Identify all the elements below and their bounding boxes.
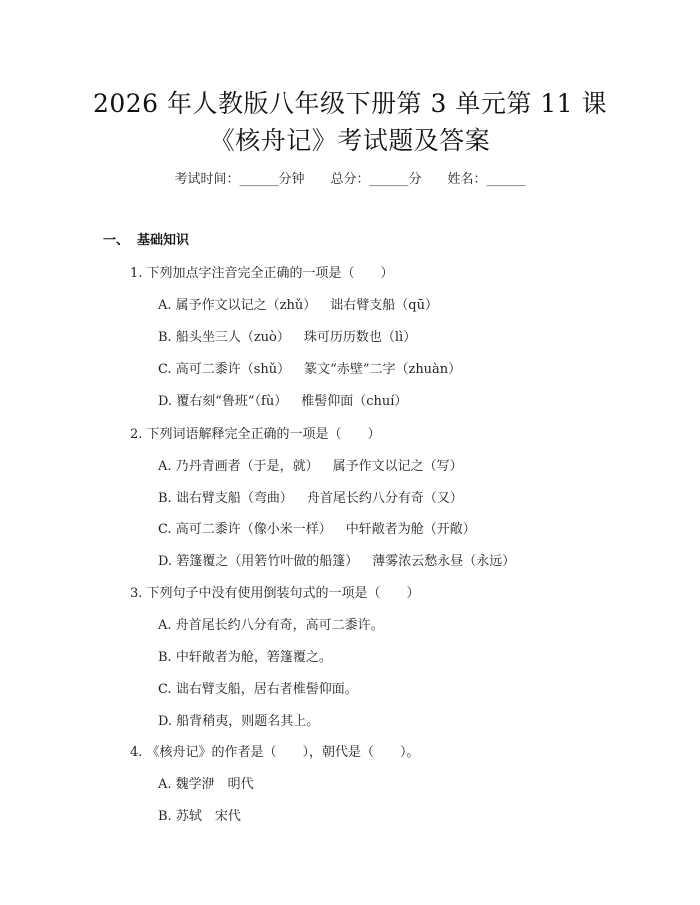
option-part: 中轩敞者为舱（开敞） [345, 522, 476, 537]
question-2-option-b [158, 487, 463, 506]
question-1-option-b [158, 326, 416, 345]
option-part: 椎髻仰面（chuí） [301, 394, 408, 409]
question-1-option-a [158, 294, 438, 313]
option-part: A. 乃丹青画者（于是，就） [158, 459, 319, 474]
question-3-option-d: D. 船背稍夷，则题名其上。 [158, 714, 320, 729]
name-field: 姓名：______ [447, 172, 526, 187]
exam-time-field: 考试时间：______分钟 [174, 172, 305, 187]
option-part: 诎右臂支船（qū） [330, 298, 438, 313]
page-title-line-1: 2026 年人教版八年级下册第 3 单元第 11 课 [92, 89, 608, 118]
option-part: C. 高可二黍许（像小米一样） [158, 522, 332, 537]
total-score-field: 总分：______分 [330, 172, 422, 187]
question-3: 3. 下列句子中没有使用倒装句式的一项是（ ） [130, 586, 420, 601]
option-part: B. 船头坐三人（zuò） [158, 330, 290, 345]
question-4-option-b: B. 苏轼 宋代 [158, 809, 241, 824]
option-part: A. 属予作文以记之（zhǔ） [158, 298, 317, 313]
question-2: 2. 下列词语解释完全正确的一项是（ ） [130, 427, 381, 442]
section-title: 基础知识 [137, 233, 190, 248]
option-part: 篆文“赤壁”二字（zhuàn） [304, 362, 462, 377]
section-number: 一、 [103, 233, 130, 248]
question-1-option-c [158, 358, 461, 377]
question-2-option-d [158, 550, 515, 569]
option-part: 珠可历历数也（lì） [303, 330, 417, 345]
option-part: D. 覆右刻“鲁班”（fù） [158, 394, 288, 409]
question-3-option-a: A. 舟首尾长约八分有奇，高可二黍许。 [158, 618, 384, 633]
option-part: B. 诎右臂支船（弯曲） [158, 491, 293, 506]
page-title-line-2: 《核舟记》考试题及答案 [209, 126, 491, 155]
option-part: 薄雾浓云愁永昼（永远） [372, 554, 516, 569]
question-3-option-b: B. 中轩敞者为舱，箬篷覆之。 [158, 650, 332, 665]
question-1: 1. 下列加点字注音完全正确的一项是（ ） [130, 266, 394, 281]
question-2-option-a [158, 455, 463, 474]
question-4: 4. 《核舟记》的作者是（ ），朝代是（ ）。 [130, 745, 420, 760]
question-1-option-d [158, 390, 407, 409]
option-part: C. 高可二黍许（shǔ） [158, 362, 291, 377]
option-part: D. 箬篷覆之（用箬竹叶做的船篷） [158, 554, 359, 569]
question-4-option-a: A. 魏学洢 明代 [158, 777, 254, 792]
question-2-option-c [158, 518, 476, 537]
section-heading [103, 229, 189, 248]
option-part: 属予作文以记之（写） [332, 459, 463, 474]
exam-meta [0, 168, 700, 187]
question-3-option-c: C. 诎右臂支船，居右者椎髻仰面。 [158, 682, 358, 697]
option-part: 舟首尾长约八分有奇（又） [306, 491, 463, 506]
